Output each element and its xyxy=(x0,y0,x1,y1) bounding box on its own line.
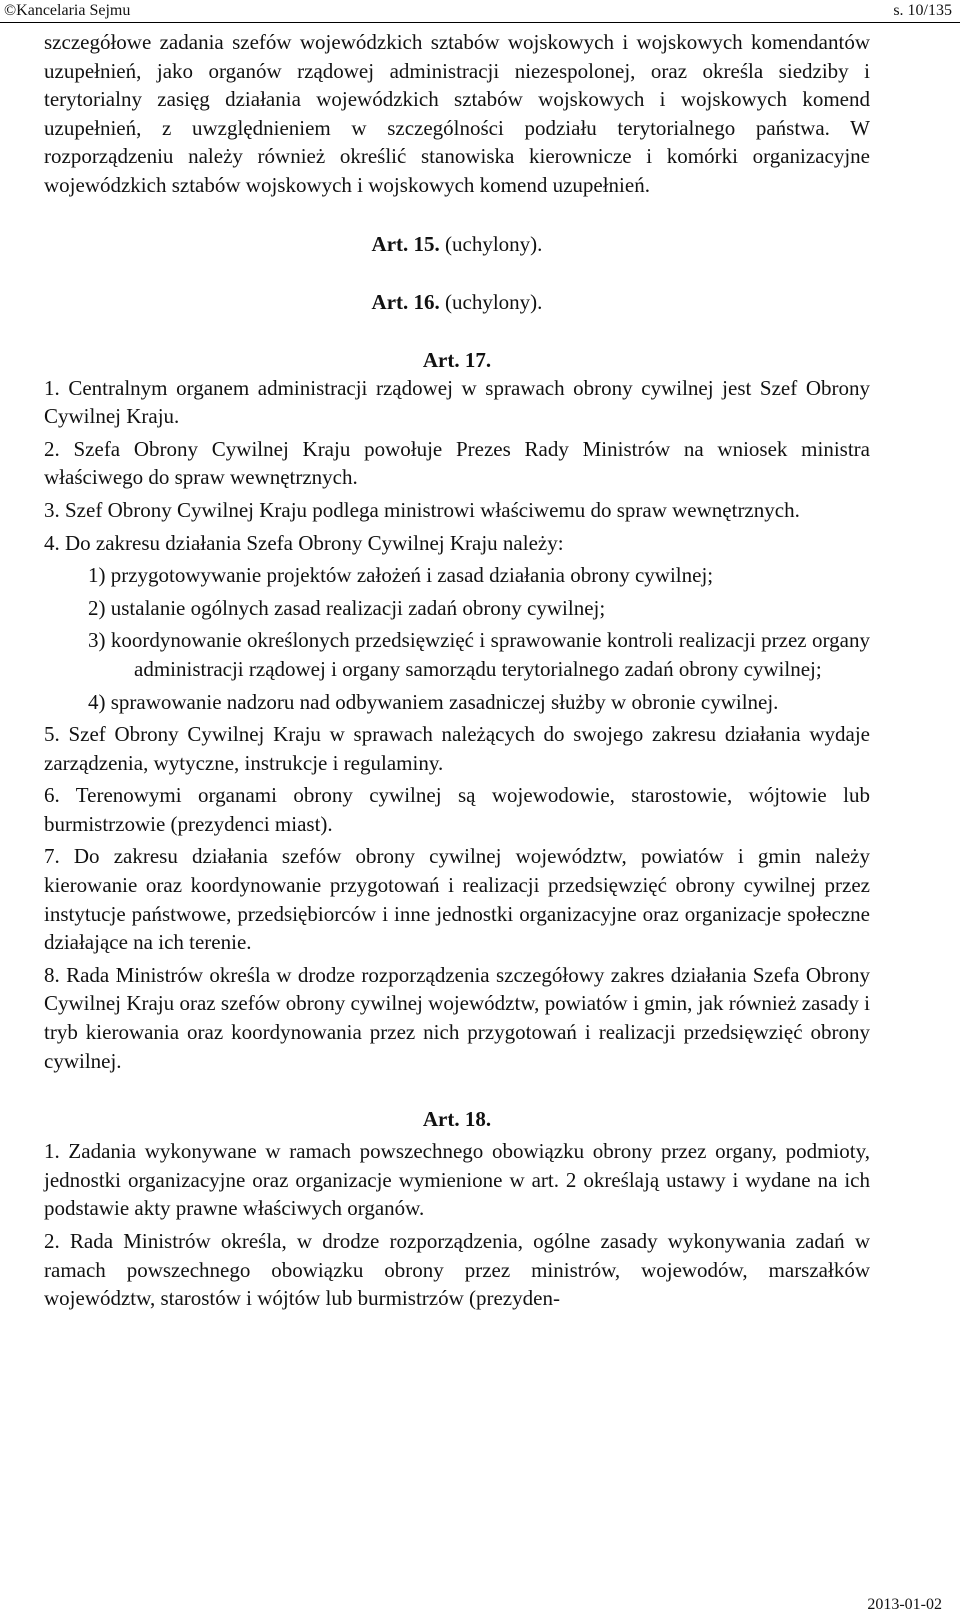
art-17-subitem-3: 3) koordynowanie określonych przedsięwzięć i sprawowanie kontroli realizacji przez organy administracji rządowej i organy samorządu terytorialnego zadań obrony cywilnej; xyxy=(88,628,870,681)
art-18-item-2: 2. Rada Ministrów określa, w drodze rozporządzenia, ogólne zasady wykonywania zadań w ramach powszechnego obowiązku obrony przez ministrów, wojewodów, marszałków województw, starostów i wójtów lub burmistrzów (prezyden- xyxy=(44,1229,870,1311)
page-header xyxy=(0,0,960,24)
art-17-item-6: 6. Terenowymi organami obrony cywilnej są wojewodowie, starostowie, wójtowie lub burmistrzowie (prezydenci miast). xyxy=(44,783,870,836)
art-16-text: (uchylony). xyxy=(439,289,543,314)
art-17-item-8: 8. Rada Ministrów określa w drodze rozporządzenia szczegółowy zakres działania Szefa Obrony Cywilnej Kraju oraz szefów obrony cywilnej województw, powiatów i gmin, jak również zasady i tryb kierowania oraz koordynowania przez nich przygotowań i realizacji przedsięwzięć obrony cywilnej. xyxy=(44,962,870,1073)
art-17-subitem-4: 4) sprawowanie nadzoru nad odbywaniem zasadniczej służby w obronie cywilnej. xyxy=(88,689,779,714)
art-17-item-7: 7. Do zakresu działania szefów obrony cywilnej województw, powiatów i gmin należy kierowanie oraz koordynowanie przygotowań i realizacji przedsięwzięć obrony cywilnej przez instytucje państwowe, przedsiębiorców i inne jednostki organizacyjne oraz organizacje społeczne działające na ich terenie. xyxy=(44,844,870,955)
art-17-item-2: 2. Szefa Obrony Cywilnej Kraju powołuje Prezes Rady Ministrów na wniosek ministra właściwego do spraw wewnętrznych. xyxy=(44,436,870,490)
copyright-label: ©Kancelaria Sejmu xyxy=(4,2,131,19)
art-17-subitem-1: 1) przygotowywanie projektów założeń i zasad działania obrony cywilnej; xyxy=(88,563,714,588)
intro-paragraph: szczegółowe zadania szefów wojewódzkich sztabów wojskowych i wojskowych komendantów uzupełnień, jako organów rządowej administracji niezespolonej, oraz określa siedziby i terytorialny zasięg działania wojewódzkich sztabów wojskowych i wojskowych komend uzupełnień, z uwzględnieniem w szczególności podziału terytorialnego państwa. W rozporządzeniu należy również określić stanowiska kierownicze i komórki organizacyjne wojewódzkich sztabów wojskowych i wojskowych komend uzupełnień. xyxy=(44,30,870,197)
art-17-item-3: 3. Szef Obrony Cywilnej Kraju podlega ministrowi właściwemu do spraw wewnętrznych. xyxy=(44,497,800,522)
art-18-heading: Art. 18. xyxy=(422,1107,492,1132)
art-17-item-1: 1. Centralnym organem administracji rządowej w sprawach obrony cywilnej jest Szef Obrony Cywilnej Kraju. xyxy=(44,375,870,429)
art-16-label: Art. 16. xyxy=(371,289,440,314)
art-18-item-1: 1. Zadania wykonywane w ramach powszechnego obowiązku obrony przez organy, podmioty, jednostki organizacyjne oraz organizacje wymienione w art. 2 określają ustawy i wydane na ich podstawie akty prawne właściwych organów. xyxy=(44,1139,870,1221)
footer-date: 2013-01-02 xyxy=(867,1596,942,1613)
art-15-text: (uchylony). xyxy=(439,231,543,256)
art-15-heading xyxy=(44,230,870,258)
art-17-item-4: 4. Do zakresu działania Szefa Obrony Cywilnej Kraju należy: xyxy=(44,530,564,555)
document-body xyxy=(44,28,870,1313)
art-17-subitem-2: 2) ustalanie ogólnych zasad realizacji zadań obrony cywilnej; xyxy=(88,595,606,620)
art-15-label: Art. 15. xyxy=(371,231,440,256)
page-number: s. 10/135 xyxy=(893,2,952,19)
art-17-item-5: 5. Szef Obrony Cywilnej Kraju w sprawach należących do swojego zakresu działania wydaje zarządzenia, wytyczne, instrukcje i regulaminy. xyxy=(44,722,870,775)
art-17-heading: Art. 17. xyxy=(422,347,492,372)
header-divider xyxy=(0,22,960,23)
art-16-heading xyxy=(44,288,870,316)
